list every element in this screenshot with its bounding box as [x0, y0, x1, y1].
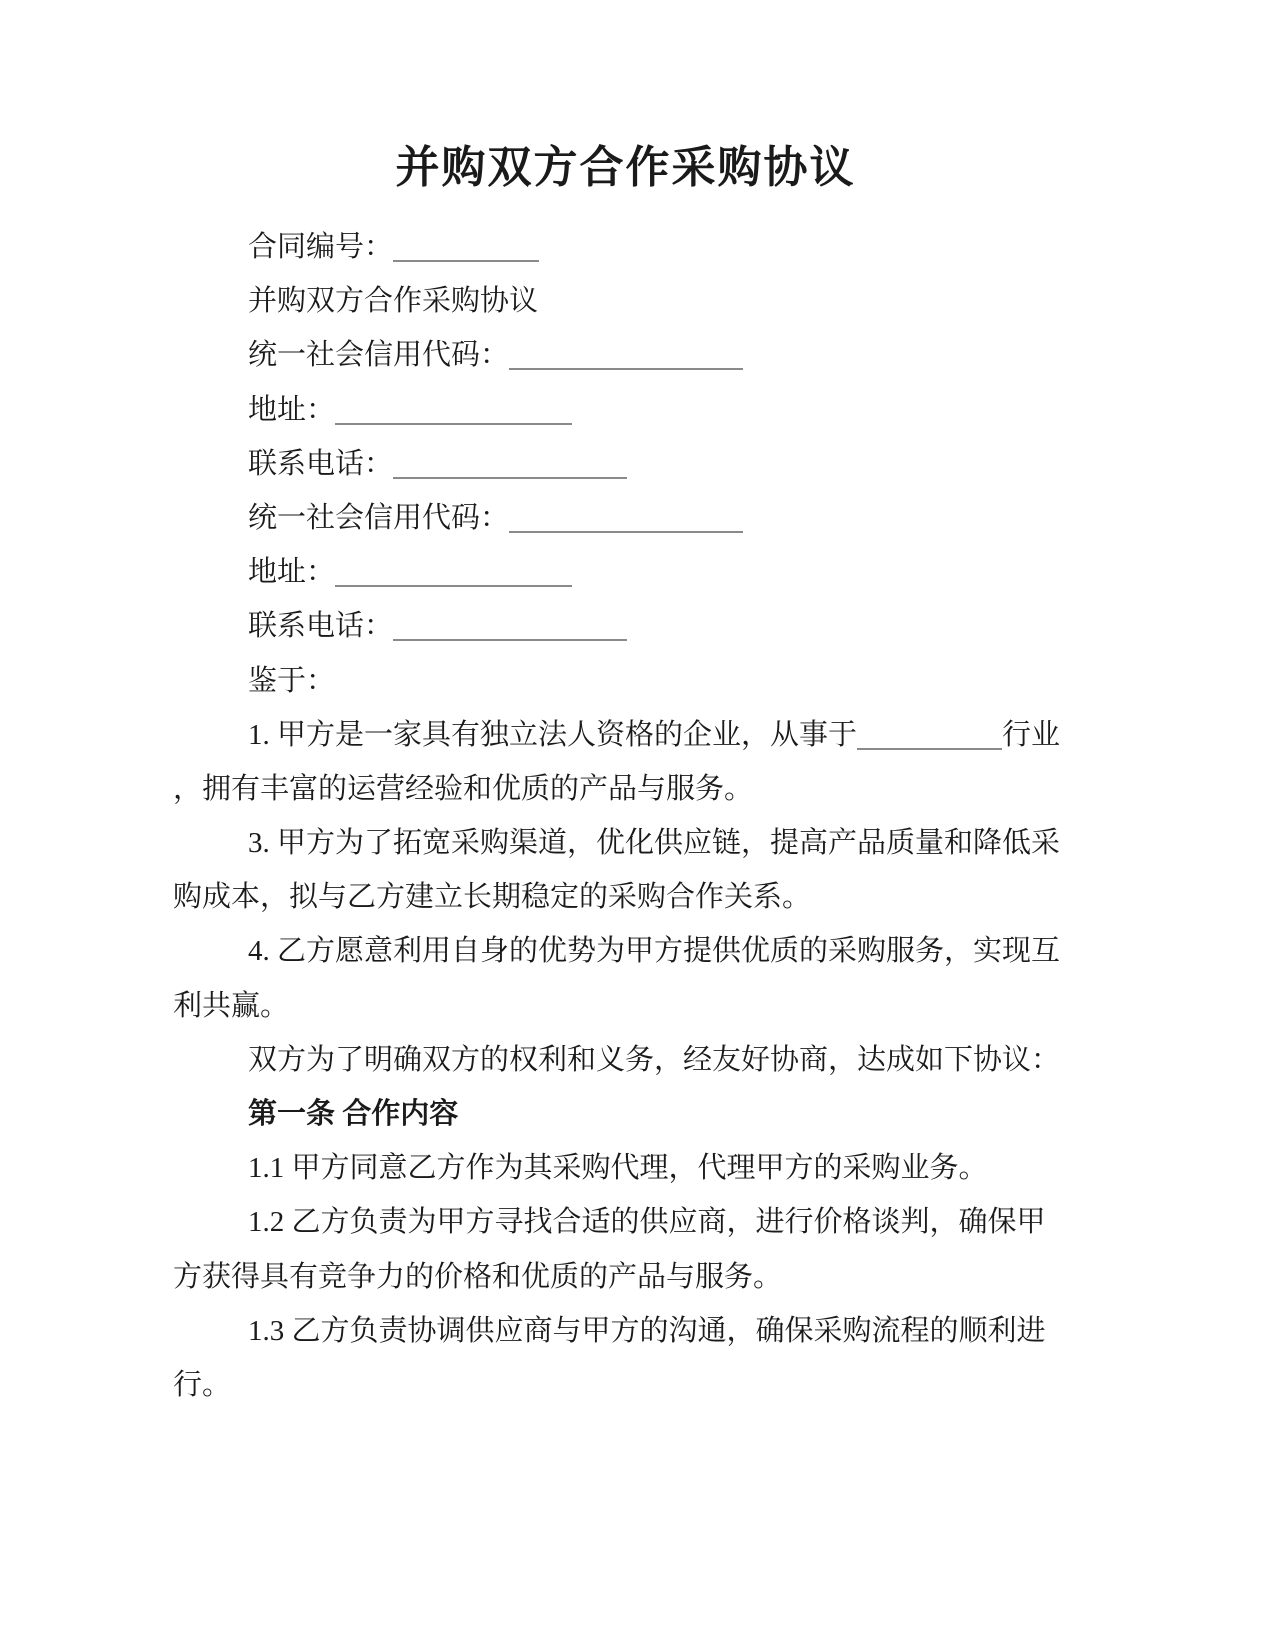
blank-underline — [857, 747, 1002, 750]
document-line — [173, 870, 1078, 924]
blank-underline — [393, 476, 627, 479]
blank-underline — [393, 259, 539, 262]
document-line — [173, 1033, 1078, 1087]
document-line — [173, 1358, 1078, 1412]
line-text: 3. 甲方为了拓宽采购渠道，优化供应链，提高产品质量和降低采 — [248, 827, 1061, 860]
document-line — [173, 274, 1078, 328]
blank-underline — [335, 422, 572, 425]
document-line — [173, 1195, 1078, 1249]
line-text: 联系电话： — [248, 610, 394, 643]
document-line — [173, 491, 1078, 545]
line-text: 行。 — [173, 1368, 232, 1401]
document-line — [173, 545, 1078, 599]
document-body — [173, 220, 1078, 1412]
document-line — [173, 816, 1078, 870]
document-line — [173, 599, 1078, 653]
line-text: 并购双方合作采购协议 — [248, 285, 539, 318]
line-text: 1.1 甲方同意乙方作为其采购代理，代理甲方的采购业务。 — [248, 1152, 988, 1185]
document-line — [173, 708, 1078, 762]
line-text: 4. 乙方愿意利用自身的优势为甲方提供优质的采购服务，实现互 — [248, 935, 1061, 968]
line-text: 行业 — [1002, 718, 1061, 751]
line-text: 购成本，拟与乙方建立长期稳定的采购合作关系。 — [173, 881, 812, 914]
line-text: 鉴于： — [248, 664, 336, 697]
line-text: 1.2 乙方负责为甲方寻找合适的供应商，进行价格谈判，确保甲 — [248, 1206, 1046, 1239]
document-line — [173, 979, 1078, 1033]
line-text: 双方为了明确双方的权利和义务，经友好协商，达成如下协议： — [248, 1043, 1061, 1076]
document-line — [173, 1250, 1078, 1304]
line-text: 合同编号： — [248, 231, 394, 263]
document-line — [173, 437, 1078, 491]
document-line — [173, 328, 1078, 382]
section-heading — [173, 1087, 1078, 1141]
document-line — [173, 1141, 1078, 1195]
line-text: 方获得具有竞争力的价格和优质的产品与服务。 — [173, 1260, 783, 1293]
line-text: 地址： — [248, 393, 336, 426]
blank-underline — [393, 638, 627, 641]
document-line — [173, 1304, 1078, 1358]
page-title: 并购双方合作采购协议 — [395, 143, 856, 192]
line-text: 地址： — [248, 556, 336, 589]
document-line — [173, 762, 1078, 816]
line-text: 第一条 合作内容 — [248, 1098, 459, 1130]
line-text: 统一社会信用代码： — [248, 501, 510, 534]
line-text: ，拥有丰富的运营经验和优质的产品与服务。 — [173, 772, 754, 805]
blank-underline — [509, 367, 743, 370]
line-text: 1.3 乙方负责协调供应商与甲方的沟通，确保采购流程的顺利进 — [248, 1314, 1046, 1347]
line-text: 统一社会信用代码： — [248, 339, 510, 372]
line-text: 1. 甲方是一家具有独立法人资格的企业，从事于 — [248, 718, 858, 751]
blank-underline — [509, 530, 743, 533]
document-line — [173, 924, 1078, 978]
document-line — [173, 654, 1078, 708]
line-text: 利共赢。 — [173, 989, 290, 1022]
blank-underline — [335, 584, 572, 587]
document-line — [173, 220, 1078, 274]
line-text: 联系电话： — [248, 447, 394, 480]
document-line — [173, 383, 1078, 437]
